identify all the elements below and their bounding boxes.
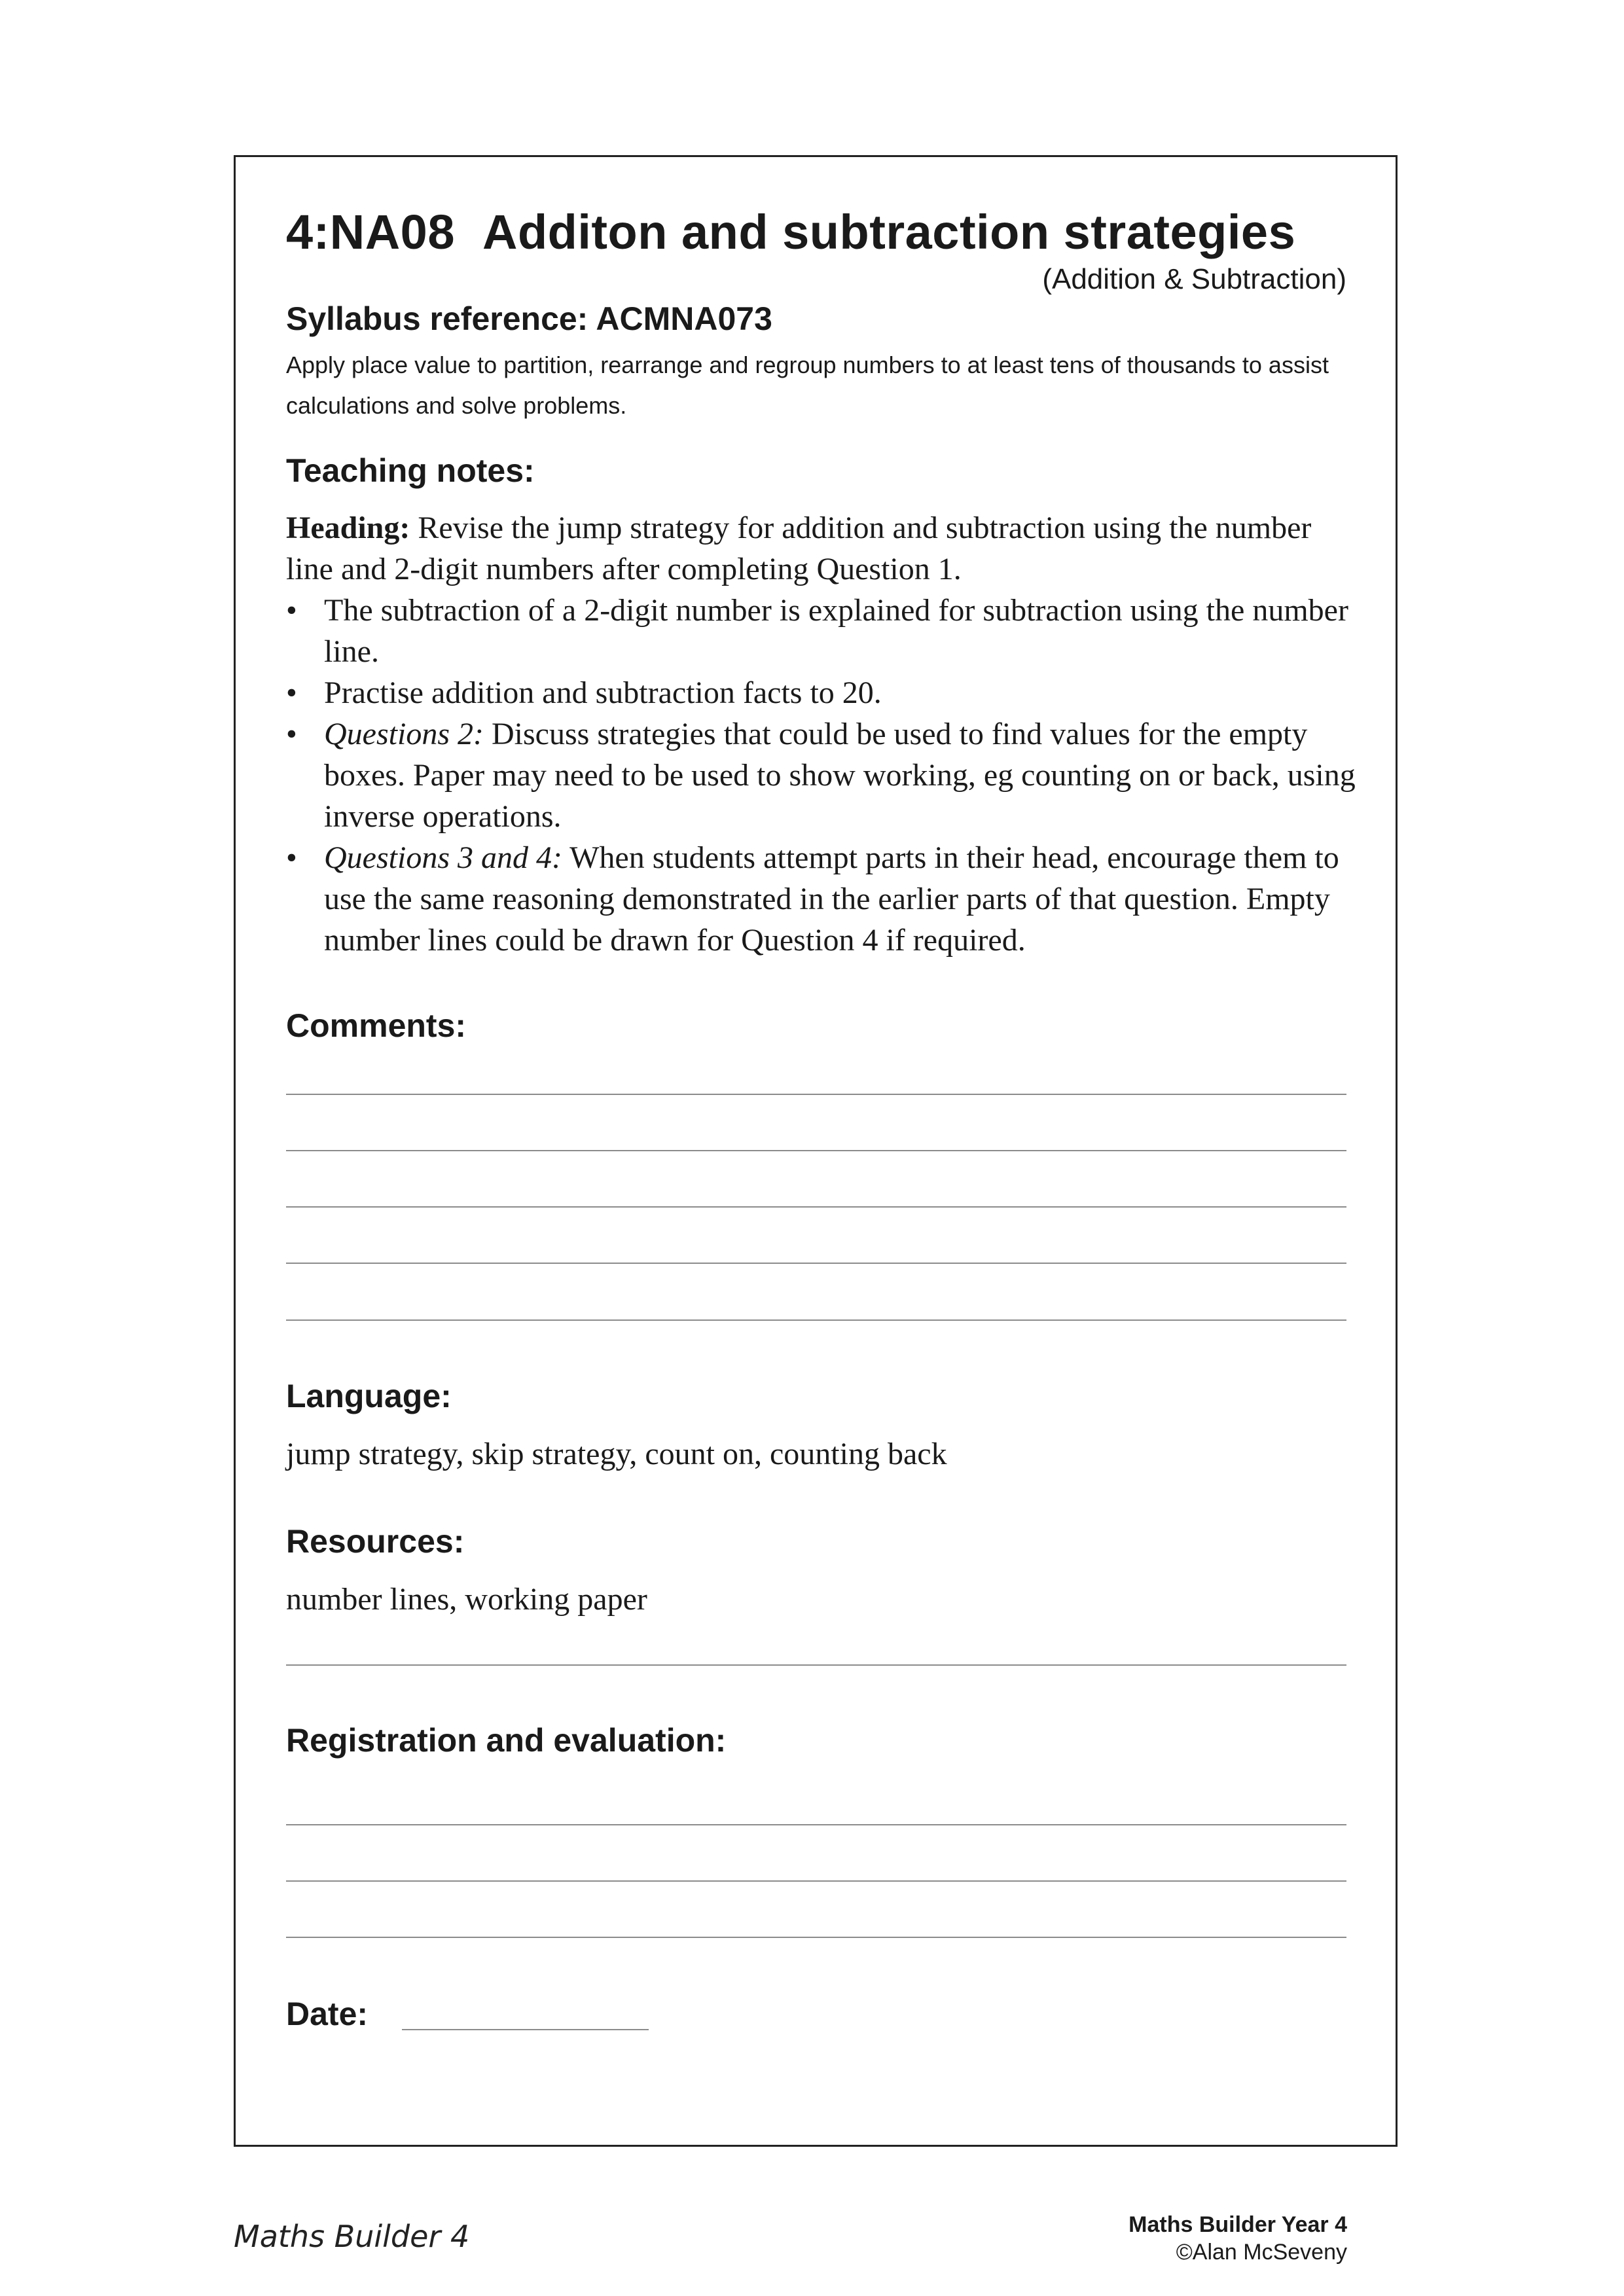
lesson-title: Additon and subtraction strategies: [482, 205, 1296, 259]
notes-bullet: [286, 713, 1360, 837]
bullet-text: Discuss strategies that could be used to find values for the empty boxes. Paper may need to be used to show working, eg counting on or back, using inverse operations.: [324, 717, 1356, 834]
registration-heading: Registration and evaluation:: [286, 1722, 727, 1759]
comments-heading: Comments:: [286, 1007, 467, 1044]
notes-bullet: [286, 672, 1360, 713]
comments-line[interactable]: [286, 1094, 1346, 1095]
notes-bullet: [286, 837, 1360, 961]
language-text: jump strategy, skip strategy, count on, counting back: [286, 1437, 947, 1471]
footer-copyright: ©Alan McSeveny: [1176, 2240, 1347, 2265]
comments-line[interactable]: [286, 1206, 1346, 1208]
bullet-text: Practise addition and subtraction facts to 20.: [324, 675, 882, 710]
registration-line[interactable]: [286, 1937, 1346, 1938]
bullet-label: Questions 3 and 4:: [324, 840, 562, 875]
footer-book-name: Maths Builder 4: [234, 2219, 470, 2254]
notes-lead: [286, 507, 1360, 590]
bullet-text: The subtraction of a 2-digit number is explained for subtraction using the number line.: [324, 593, 1348, 669]
resources-heading: Resources:: [286, 1523, 465, 1560]
syllabus-heading: Syllabus reference: ACMNA073: [286, 300, 772, 337]
bullet-text: When students attempt parts in their head, encourage them to use the same reasoning demonstrated in the earlier parts of that question. Empty number lines could be drawn for Question 4 if required.: [324, 840, 1339, 958]
notes-lead-label: Heading:: [286, 511, 410, 545]
registration-line[interactable]: [286, 1824, 1346, 1825]
footer-series-title: Maths Builder Year 4: [1128, 2212, 1347, 2237]
notes-bullet-list: [286, 590, 1360, 961]
bullet-label: Questions 2:: [324, 717, 484, 751]
teaching-notes-body: [286, 507, 1360, 961]
notes-bullet: [286, 590, 1360, 672]
language-heading: Language:: [286, 1378, 452, 1414]
resources-text: number lines, working paper: [286, 1582, 647, 1617]
syllabus-description: Apply place value to partition, rearrange and regroup numbers to at least tens of thousands to assist calculations and solve problems.: [286, 351, 1329, 419]
comments-line[interactable]: [286, 1319, 1346, 1321]
notes-lead-text: Revise the jump strategy for addition and subtraction using the number line and 2-digit numbers after completing Question 1.: [286, 511, 1312, 586]
lesson-code: 4:NA08: [286, 205, 455, 259]
registration-line[interactable]: [286, 1880, 1346, 1882]
date-label: Date:: [286, 1996, 369, 2032]
resources-line: [286, 1664, 1346, 1666]
teaching-notes-heading: Teaching notes:: [286, 452, 535, 489]
date-line[interactable]: [402, 2029, 649, 2030]
page-title: [286, 204, 1295, 260]
comments-line[interactable]: [286, 1263, 1346, 1264]
category-label: (Addition & Subtraction): [1042, 263, 1346, 295]
comments-line[interactable]: [286, 1150, 1346, 1151]
